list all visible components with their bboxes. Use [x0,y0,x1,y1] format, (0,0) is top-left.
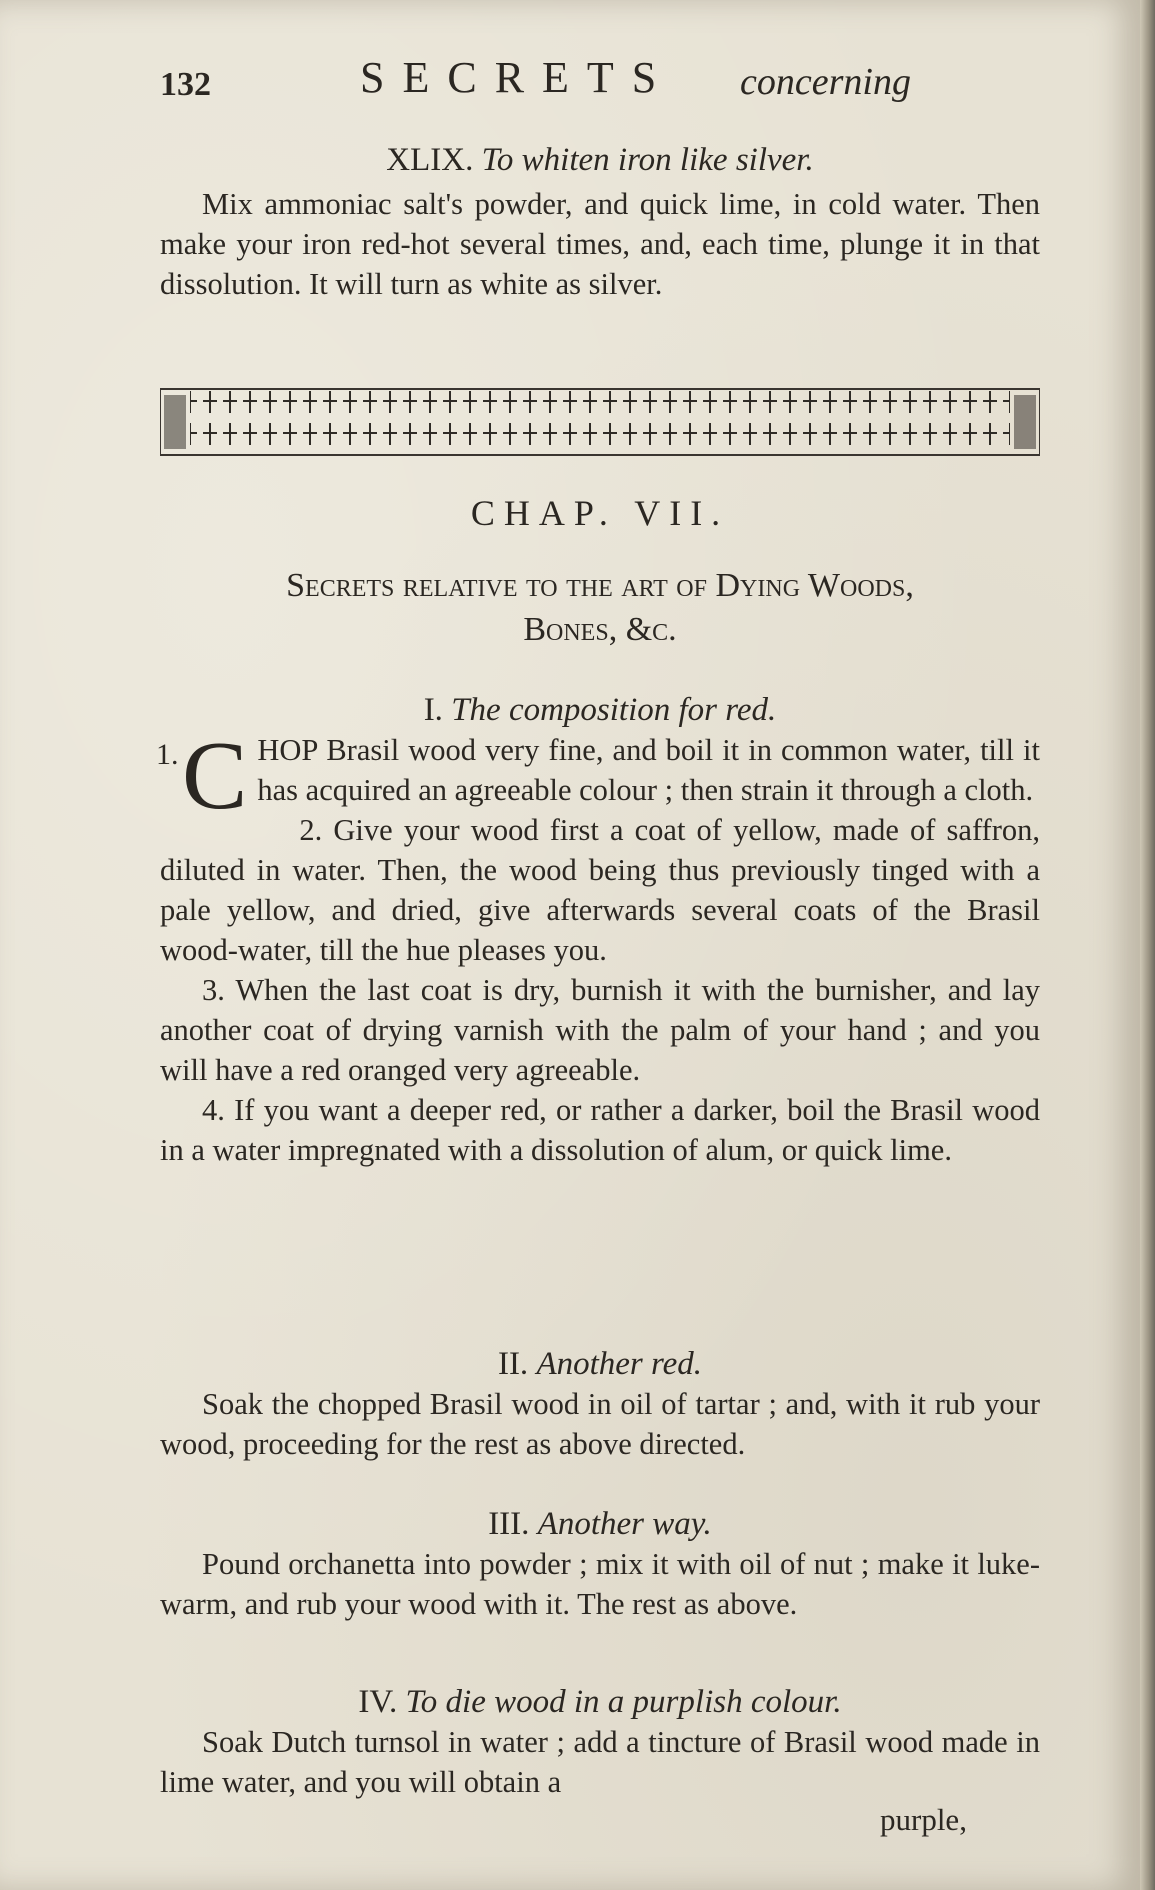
running-head-title: SECRETS [360,53,675,102]
section-paragraph: Soak the chopped Brasil wood in oil of tartar ; and, with it rub your wood, proceeding for the rest as above directed. [160,1387,1040,1461]
paragraph-number: 1. [156,738,179,771]
section-heading [160,140,1040,180]
section-heading [160,1682,1040,1722]
catchword: purple, [880,1802,967,1837]
section-title: To die wood in a purplish colour. [405,1684,842,1720]
section-i [156,690,1040,1170]
section-number: XLIX. [386,142,474,178]
drop-cap: C [182,722,248,830]
section-number: II. [497,1346,529,1382]
page-edge [1140,0,1155,1890]
paragraph-text: HOP Brasil wood very fine, and boil it in common water, till it has acquired an agreeable colour ; then strain it through a cloth. [257,733,1040,807]
chapter-heading-block [160,492,1040,652]
section-title: Another way. [537,1506,712,1542]
chapter-heading: CHAP. VII. [470,493,730,533]
section-heading [160,1344,1040,1384]
section-paragraph: Soak Dutch turnsol in water ; add a tincture of Brasil wood made in lime water, and you will obtain a [160,1725,1040,1799]
section-title: To whiten iron like silver. [481,142,814,178]
section-paragraph: Mix ammoniac salt's powder, and quick lime, in cold water. Then make your iron red-hot several times, and, each time, plunge it in that dissolution. It will turn as white as silver. [160,187,1040,301]
chapter-subtitle-line-2: Bones, &c. [523,611,677,648]
section-iv [160,1682,1040,1802]
section-heading [160,690,1040,730]
section-paragraph: Pound orchanetta into powder ; mix it with oil of nut ; make it luke-warm, and rub your wood with it. The rest as above. [160,1547,1040,1621]
running-head [160,52,920,112]
paragraph-1 [156,722,1040,830]
ornamental-divider [160,387,1040,457]
paragraph-3: 3. When the last coat is dry, burnish it with the burnisher, and lay another coat of drying varnish with the palm of your hand ; and you will have a red oranged very agreeable. [160,973,1040,1087]
page-number: 132 [160,66,211,103]
chapter-subtitle-line-1: Secrets relative to the art of Dying Woods, [286,567,914,604]
section-title: Another red. [536,1346,703,1382]
section-number: I. [423,692,443,728]
section-number: III. [488,1506,530,1542]
section-heading [160,1504,1040,1544]
section-ii [160,1344,1040,1464]
section-number: IV. [358,1684,398,1720]
running-head-continuation: concerning [740,61,911,103]
section-title: The composition for red. [451,692,777,728]
section-iii [160,1504,1040,1624]
paragraph-4: 4. If you want a deeper red, or rather a darker, boil the Brasil wood in a water impregnated with a dissolution of alum, or quick lime. [160,1093,1040,1167]
paragraph-2: 2. Give your wood first a coat of yellow, made of saffron, diluted in water. Then, the wood being thus previously tinged with a pale yellow, and dried, give afterwards several coats of the Brasil wood-water, till the hue pleases you. [160,813,1040,967]
section-xlix [160,140,1040,304]
